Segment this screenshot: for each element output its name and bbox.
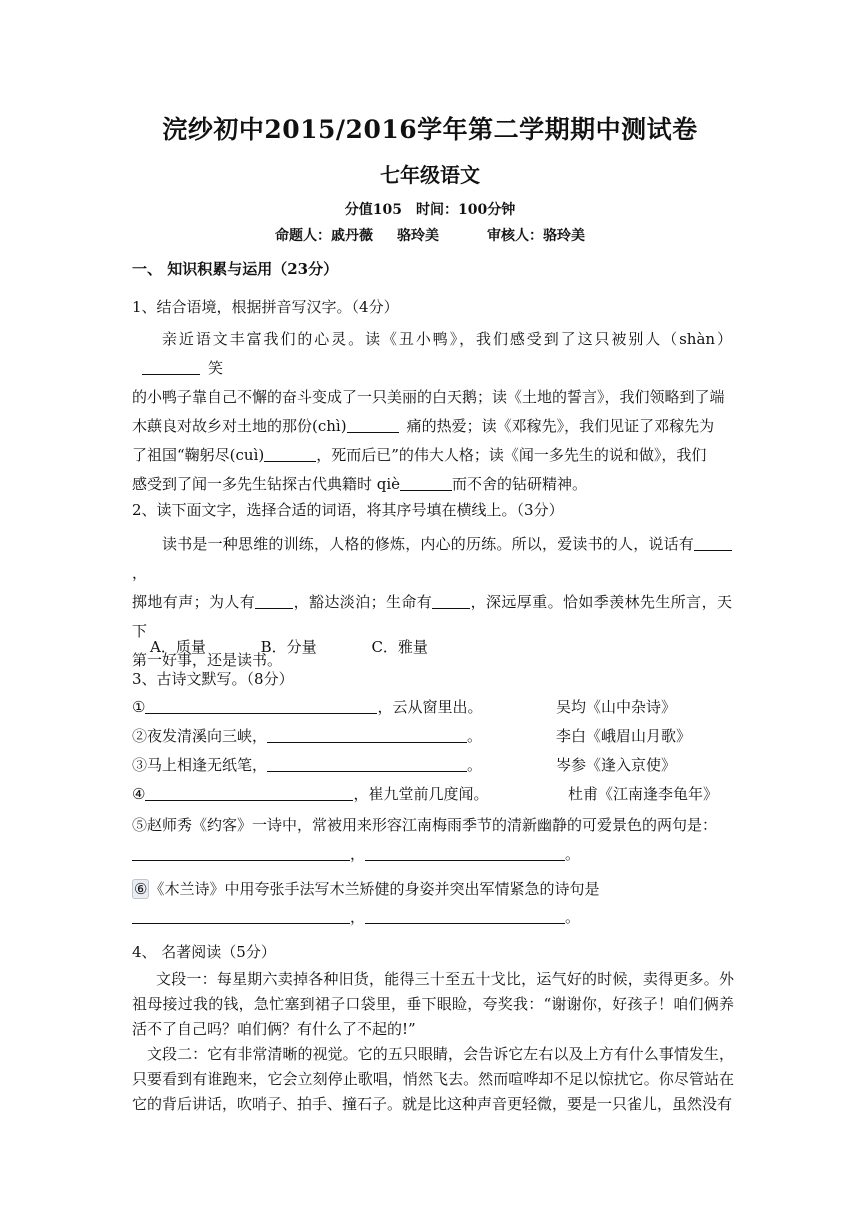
answer-blank[interactable] [132,908,350,924]
answer-blank[interactable] [264,446,316,462]
q2-line-1: 读书是一种思维的训练，人格的修炼，内心的历练。所以，爱读书的人，说话有， [132,530,732,588]
answer-blank[interactable] [694,535,732,551]
answer-blank[interactable] [365,845,565,861]
poem-source-4: 杜甫《江南逢李龟年》 [568,785,719,803]
question-3-stem: 3、古诗文默写。（8分） [132,670,294,688]
question-4-stem: 4、 名著阅读（5分） [132,943,276,961]
q1-line-5: 感受到了闻一多先生钻探古代典籍时 qiè 而不舍的钻研精神。 [132,475,588,493]
q2-line-3: 第一好事，还是读书。 [132,651,283,669]
poem-line-1: ① ，云从窗里出。 吴均《山中杂诗》 [132,698,677,716]
answer-blank[interactable] [145,698,377,714]
poem-line-4: ④ ，崔九堂前几度闻。 杜甫《江南逢李龟年》 [132,785,719,803]
poem-line-6: ⑥ 《木兰诗》中用夸张手法写木兰矫健的身姿并突出军情紧急的诗句是 [134,880,600,898]
passage-1: 文段一：每星期六卖掉各种旧货，能得三十至五十戈比，运气好的时候，卖得更多。外祖母接过我的钱，急忙塞到裙子口袋里，垂下眼睑，夸奖我：“谢谢你，好孩子！咱们俩养活不了自己吗？咱们俩？有什么了不起的!” [132,970,734,1038]
q1-line-4: 了祖国“鞠躬尽(cuì) ，死而后已”的伟大人格；读《闻一多先生的说和做》，我们 [132,446,707,464]
poem-line-2: ②夜发清溪向三峡， 。 李白《峨眉山月歌》 [132,727,692,745]
passage-2: 文段二：它有非常清晰的视觉。它的五只眼睛，会告诉它左右以及上方有什么事情发生，只要看到有谁跑来，它会立刻停止歌唱，悄然飞去。然而喧哗却不足以惊扰它。你尽管站在它的背后讲话，吹哨子、拍手、撞石子。就是比这种声音更轻微，要是一只雀儿，虽然没有 [132,1045,734,1113]
q1-line-1: 亲近语文丰富我们的心灵。读《丑小鸭》，我们感受到了这只被别人（shàn）笑 [132,325,732,383]
option-b: B．分量 [260,638,317,656]
poem-line-3: ③马上相逢无纸笔， 。 岑参《逢入京使》 [132,756,677,774]
answer-blank[interactable] [365,908,565,924]
author-label: 命题人：戚丹薇 [275,228,373,244]
reading-passages [132,967,734,1117]
q1-line-3: 木蕻良对故乡对土地的那份(chì) 痛的热爱；读《邓稼先》，我们见证了邓稼先为 [132,417,715,435]
q1-line-2: 的小鸭子靠自己不懈的奋斗变成了一只美丽的白天鹅；读《土地的誓言》，我们领略到了端 [132,388,725,406]
score-time: 分值105 时间：100分钟 [344,202,516,218]
q2-line-2: 掷地有声；为人有 ，豁达淡泊；生命有 ，深远厚重。恰如季羡林先生所言，天下 [132,593,732,640]
answer-blank[interactable] [400,475,452,491]
exam-subtitle: 七年级语文 [380,163,480,187]
question-2-stem: 2、读下面文字，选择合适的词语，将其序号填在横线上。（3分） [132,501,564,519]
question-1-stem: 1、结合语境，根据拼音写汉字。（4分） [132,298,399,316]
exam-title: 浣纱初中2015/2016学年第二学期期中测试卷 [162,115,698,144]
answer-blank[interactable] [142,359,200,375]
author-second: 骆玲美 [397,228,439,244]
poem-line-6-answers: ， 。 [132,906,732,928]
poem-source-2: 李白《峨眉山月歌》 [556,727,692,745]
section-heading: 一、 知识积累与运用（23分） [132,260,339,278]
answer-blank[interactable] [255,593,293,609]
answer-blank[interactable] [267,756,467,772]
option-a: A．质量 [150,638,206,656]
poem-line-5-answers: ， 。 [132,843,732,865]
poem-source-1: 吴均《山中杂诗》 [556,698,677,716]
authors-line [0,225,860,245]
reviewer: 审核人：骆玲美 [487,228,585,244]
answer-blank[interactable] [347,417,399,433]
answer-blank[interactable] [267,727,467,743]
poem-source-3: 岑参《逢入京使》 [556,756,677,774]
answer-blank[interactable] [145,785,353,801]
item-number-6: ⑥ [134,880,148,898]
q2-options [150,636,478,657]
answer-blank[interactable] [132,845,350,861]
option-c: C．雅量 [371,638,428,656]
poem-line-5: ⑤赵师秀《约客》一诗中，常被用来形容江南梅雨季节的清新幽静的可爱景色的两句是： [132,816,718,834]
question-1-text [132,325,732,499]
answer-blank[interactable] [432,593,470,609]
